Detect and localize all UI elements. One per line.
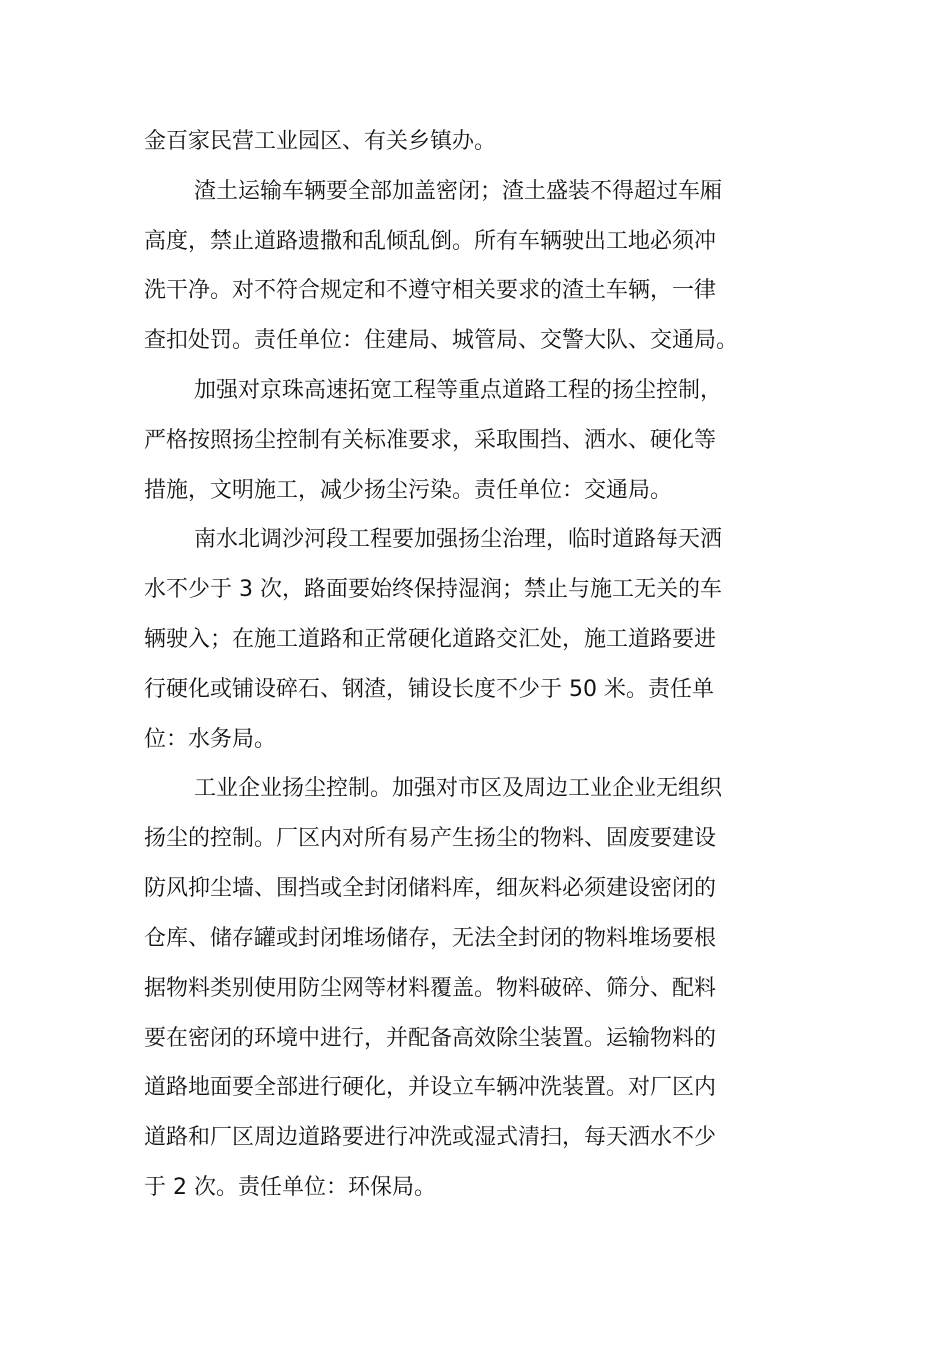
text-line-21: 道路和厂区周边道路要进行冲洗或湿式清扫，每天洒水不少: [144, 1125, 717, 1150]
text-line-22: 于 2 次。责任单位：环保局。: [144, 1175, 436, 1200]
text-line-12: 行硬化或铺设碎石、钢渣，铺设长度不少于 50 米。责任单: [144, 677, 714, 702]
text-line-11: 辆驶入；在施工道路和正常硬化道路交汇处，施工道路要进: [144, 627, 717, 652]
text-line-2: 渣土运输车辆要全部加盖密闭；渣土盛装不得超过车厢: [194, 179, 723, 204]
text-line-5: 查扣处罚。责任单位：住建局、城管局、交警大队、交通局。: [144, 328, 739, 353]
text-line-13: 位：水务局。: [144, 727, 277, 752]
text-line-1: 金百家民营工业园区、有关乡镇办。: [144, 129, 497, 154]
text-line-14: 工业企业扬尘控制。加强对市区及周边工业企业无组织: [194, 776, 723, 801]
text-line-3: 高度，禁止道路遗撒和乱倾乱倒。所有车辆驶出工地必须冲: [144, 229, 717, 254]
text-line-18: 据物料类别使用防尘网等材料覆盖。物料破碎、筛分、配料: [144, 976, 717, 1001]
text-line-9: 南水北调沙河段工程要加强扬尘治理，临时道路每天洒: [194, 527, 723, 552]
text-line-4: 洗干净。对不符合规定和不遵守相关要求的渣土车辆，一律: [144, 278, 717, 303]
text-line-20: 道路地面要全部进行硬化，并设立车辆冲洗装置。对厂区内: [144, 1075, 717, 1100]
text-line-15: 扬尘的控制。厂区内对所有易产生扬尘的物料、固废要建设: [144, 826, 717, 851]
text-line-19: 要在密闭的环境中进行，并配备高效除尘装置。运输物料的: [144, 1026, 717, 1051]
text-line-17: 仓库、储存罐或封闭堆场储存，无法全封闭的物料堆场要根: [144, 926, 717, 951]
text-line-8: 措施，文明施工，减少扬尘污染。责任单位：交通局。: [144, 478, 673, 503]
text-line-16: 防风抑尘墙、围挡或全封闭储料库，细灰料必须建设密闭的: [144, 876, 717, 901]
text-line-10: 水不少于 3 次，路面要始终保持湿润；禁止与施工无关的车: [144, 577, 722, 602]
text-line-6: 加强对京珠高速拓宽工程等重点道路工程的扬尘控制，: [194, 378, 723, 403]
text-line-7: 严格按照扬尘控制有关标准要求，采取围挡、洒水、硬化等: [144, 428, 717, 453]
